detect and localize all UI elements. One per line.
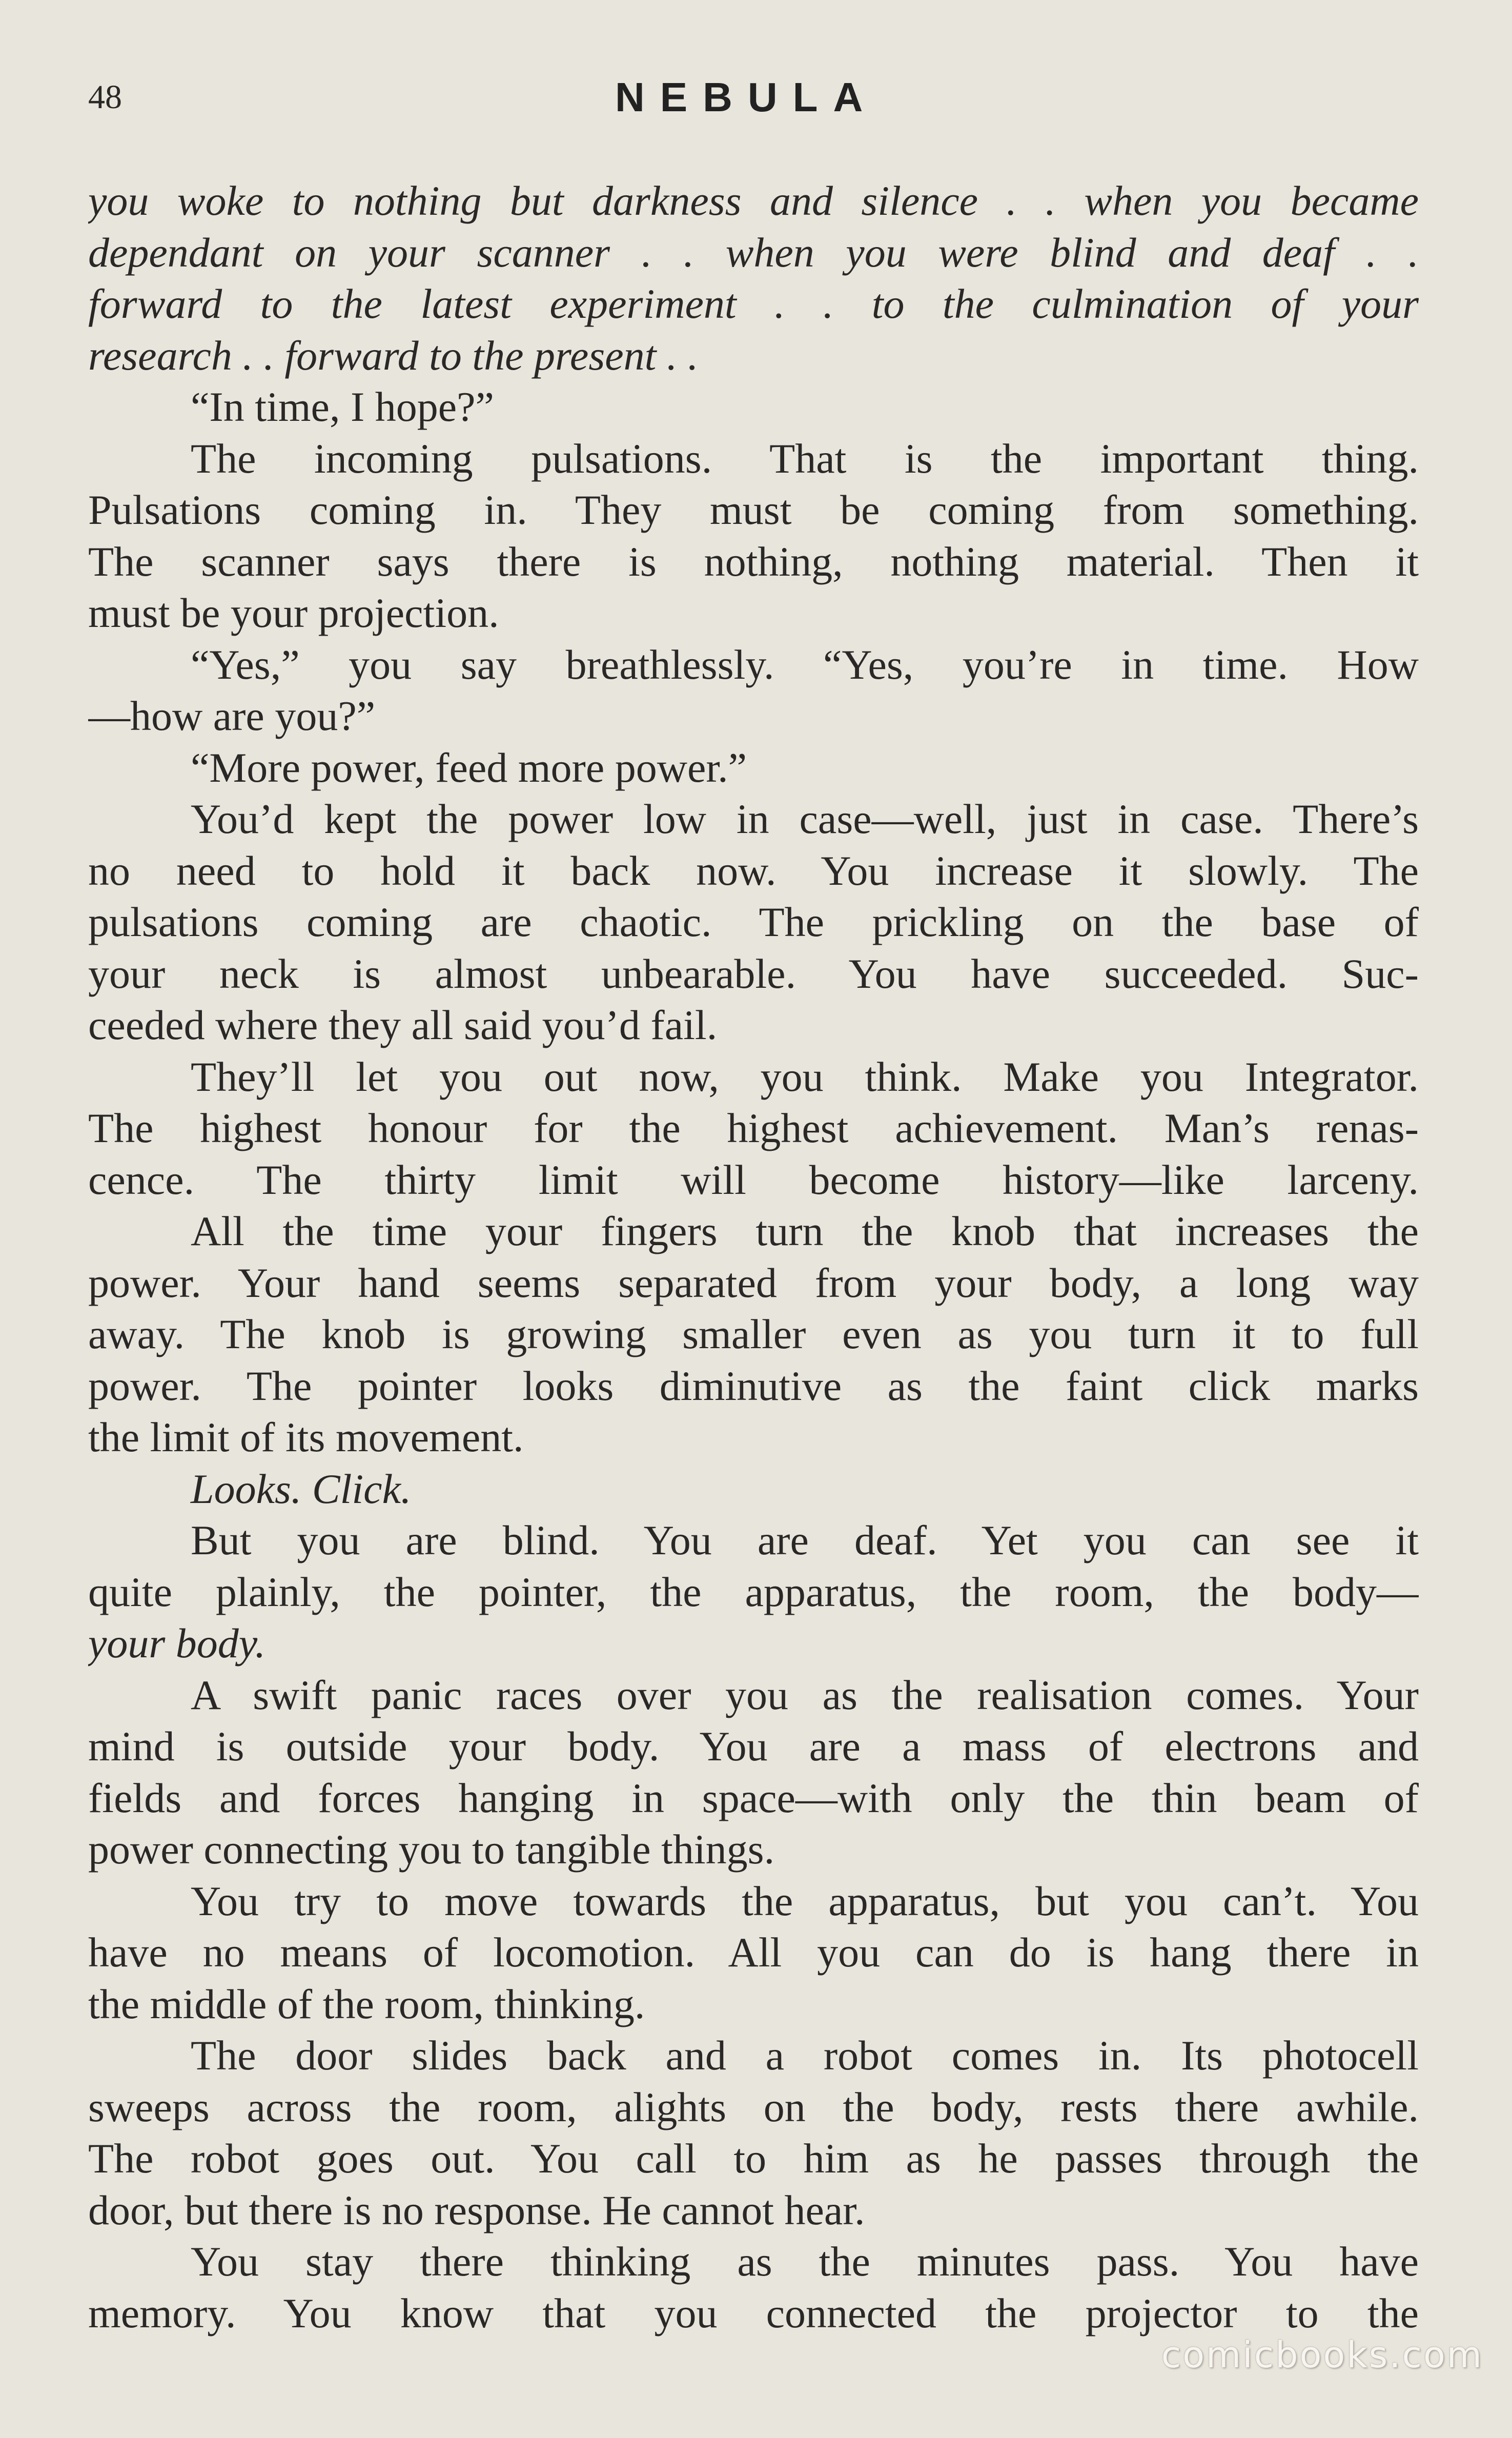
text-line: door, but there is no response. He cannot hear.: [88, 2186, 865, 2233]
text-line: All the time your fingers turn the knob that increases the: [191, 1208, 1419, 1254]
text-line: mind is outside your body. You are a mass of electrons and: [88, 1723, 1419, 1770]
text-line: The incoming pulsations. That is the important thing.: [191, 435, 1419, 482]
text-line: power. Your hand seems separated from your body, a long way: [88, 1259, 1419, 1306]
text-line: The highest honour for the highest achievement. Man’s renas-: [88, 1105, 1419, 1151]
text-line: away. The knob is growing smaller even as you turn it to full: [88, 1311, 1419, 1357]
text-line: Looks. Click.: [191, 1465, 412, 1512]
text-line: Pulsations coming in. They must be coming from something.: [88, 486, 1419, 533]
text-line: research . . forward to the present . .: [88, 332, 699, 379]
text-line: “More power, feed more power.”: [191, 744, 747, 791]
text-line: “Yes,” you say breathlessly. “Yes, you’re in time. How: [191, 641, 1419, 688]
text-line: must be your projection.: [88, 590, 499, 636]
text-line: dependant on your scanner . . when you were blind and deaf . .: [88, 229, 1419, 276]
text-line: The scanner says there is nothing, nothing material. Then it: [88, 538, 1419, 585]
running-head: NEBULA: [615, 74, 878, 120]
text-line: sweeps across the room, alights on the body, rests there awhile.: [88, 2083, 1419, 2130]
text-line: The robot goes out. You call to him as he passes through the: [88, 2135, 1419, 2182]
text-line: “In time, I hope?”: [191, 383, 494, 430]
text-line: power connecting you to tangible things.: [88, 1826, 775, 1873]
text-line: cence. The thirty limit will become history—like larceny.: [88, 1156, 1419, 1203]
text-line: you woke to nothing but darkness and silence . . when you became: [88, 177, 1419, 224]
text-line: They’ll let you out now, you think. Make you Integrator.: [191, 1053, 1419, 1100]
text-line: The door slides back and a robot comes in. Its photocell: [191, 2032, 1419, 2079]
text-line: forward to the latest experiment . . to the culmination of your: [88, 280, 1419, 327]
text-line: A swift panic races over you as the realisation comes. Your: [191, 1671, 1419, 1718]
text-line: You stay there thinking as the minutes pass. You have: [191, 2238, 1419, 2285]
text-line: have no means of locomotion. All you can do is hang there in: [88, 1929, 1419, 1976]
text-line: your body.: [88, 1620, 266, 1667]
page-number: 48: [88, 78, 122, 116]
watermark: comicbooks.com: [1161, 2334, 1483, 2376]
story-text: [88, 175, 1419, 2339]
text-line: the middle of the room, thinking.: [88, 1980, 645, 2027]
text-line: You try to move towards the apparatus, but you can’t. You: [191, 1877, 1419, 1924]
text-line: pulsations coming are chaotic. The prickling on the base of: [88, 899, 1419, 945]
text-line: your neck is almost unbearable. You have succeeded. Suc-: [88, 950, 1419, 997]
text-line: —how are you?”: [88, 693, 376, 739]
text-line: power. The pointer looks diminutive as the faint click marks: [88, 1362, 1419, 1409]
text-line: You’d kept the power low in case—well, just in case. There’s: [191, 796, 1419, 842]
text-line: memory. You know that you connected the projector to the: [88, 2289, 1419, 2337]
text-line: quite plainly, the pointer, the apparatus, the room, the body—: [88, 1568, 1419, 1615]
text-line: no need to hold it back now. You increase it slowly. The: [88, 847, 1419, 894]
text-line: fields and forces hanging in space—with only the thin beam of: [88, 1774, 1419, 1821]
text-line: ceeded where they all said you’d fail.: [88, 1002, 718, 1048]
text-line: the limit of its movement.: [88, 1414, 524, 1460]
text-line: But you are blind. You are deaf. Yet you can see it: [191, 1517, 1419, 1563]
